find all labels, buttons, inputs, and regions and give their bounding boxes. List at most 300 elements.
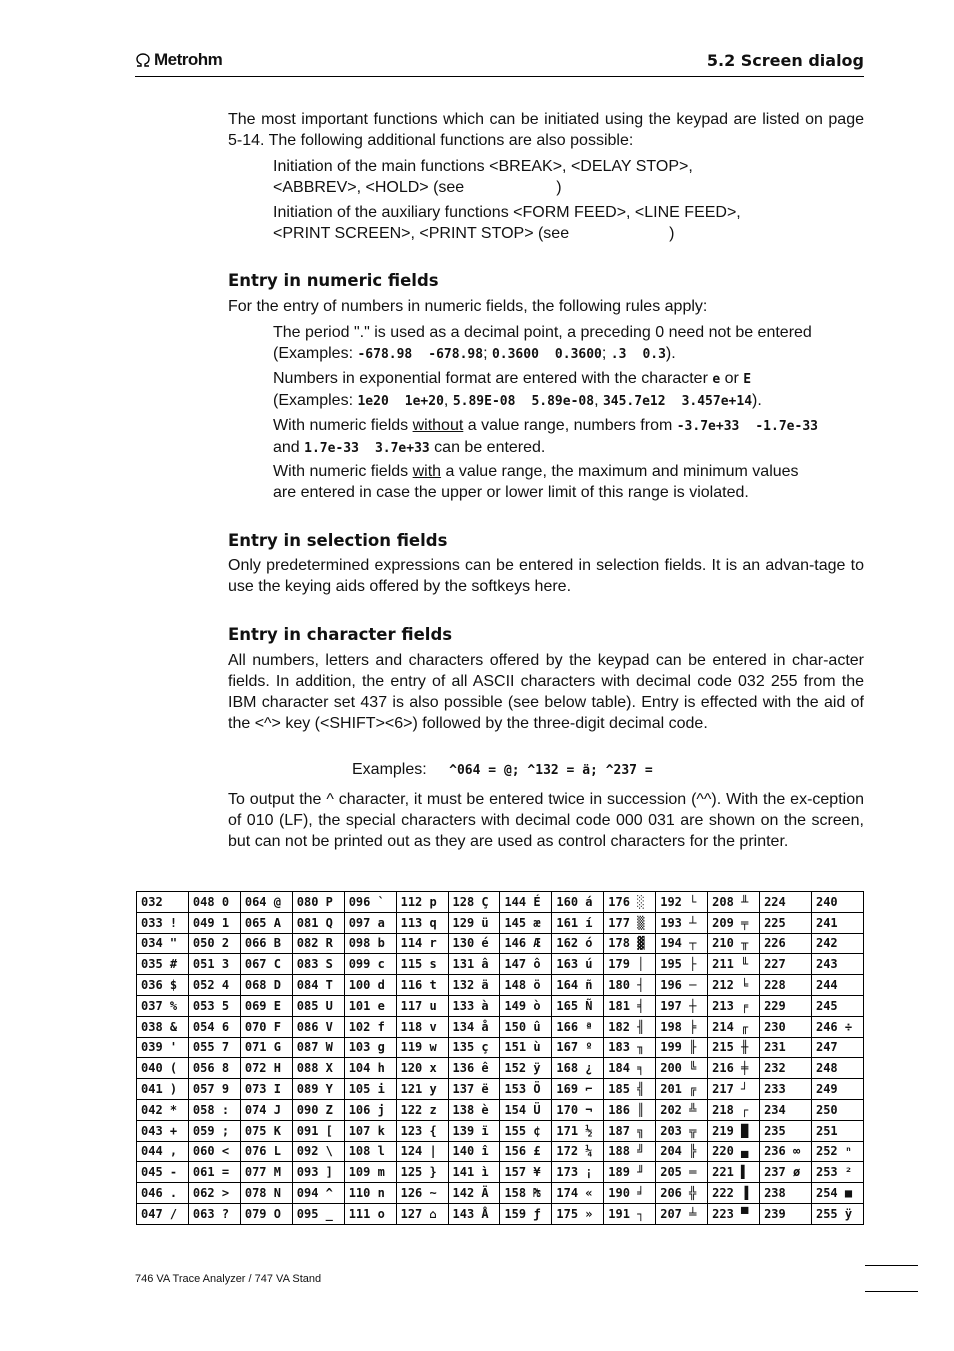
table-cell: 078 N <box>240 1183 292 1204</box>
table-cell: 098 b <box>344 933 396 954</box>
table-cell: 095 _ <box>292 1203 344 1224</box>
table-cell: 251 <box>811 1120 863 1141</box>
table-cell: 044 , <box>137 1141 189 1162</box>
table-cell: 155 ¢ <box>500 1120 552 1141</box>
table-cell: 208 ╨ <box>708 892 760 913</box>
table-row <box>137 1183 864 1204</box>
table-cell: 222 ▐ <box>708 1183 760 1204</box>
separator: or <box>720 370 744 387</box>
table-cell: 192 └ <box>656 892 708 913</box>
table-cell: 215 ╫ <box>708 1037 760 1058</box>
table-cell: 057 9 <box>188 1079 240 1100</box>
table-cell: 124 | <box>396 1141 448 1162</box>
table-cell: 149 ò <box>500 995 552 1016</box>
rule-with-range-line1 <box>273 461 865 482</box>
table-cell: 214 ╓ <box>708 1016 760 1037</box>
table-cell: 047 / <box>137 1203 189 1224</box>
table-row <box>137 954 864 975</box>
table-cell: 197 ┼ <box>656 995 708 1016</box>
code-example: 1e+20 <box>404 394 444 409</box>
table-cell: 187 ╗ <box>604 1120 656 1141</box>
table-cell: 153 Ö <box>500 1079 552 1100</box>
separator: ). <box>665 345 676 362</box>
table-cell: 194 ┬ <box>656 933 708 954</box>
table-row <box>137 912 864 933</box>
table-cell: 086 V <box>292 1016 344 1037</box>
table-cell: 097 a <box>344 912 396 933</box>
table-cell: 241 <box>811 912 863 933</box>
table-cell: 039 ' <box>137 1037 189 1058</box>
text: can be entered. <box>429 439 546 456</box>
footer-text: 746 VA Trace Analyzer / 747 VA Stand <box>135 1273 322 1285</box>
table-cell: 075 K <box>240 1120 292 1141</box>
table-row <box>137 1162 864 1183</box>
table-cell: 067 C <box>240 954 292 975</box>
heading-selection-fields: Entry in selection fields <box>228 531 448 550</box>
table-cell: 183 ╖ <box>604 1037 656 1058</box>
table-cell: 035 # <box>137 954 189 975</box>
table-cell: 238 <box>760 1183 812 1204</box>
table-cell: 110 n <box>344 1183 396 1204</box>
table-cell: 033 ! <box>137 912 189 933</box>
code-example: -3.7e+33 <box>676 419 740 434</box>
code-example: -1.7e-33 <box>755 419 818 434</box>
separator: ; <box>601 345 611 362</box>
table-row <box>137 933 864 954</box>
table-cell: 130 é <box>448 933 500 954</box>
table-cell: 052 4 <box>188 975 240 996</box>
table-cell: 061 = <box>188 1162 240 1183</box>
table-cell: 034 " <box>137 933 189 954</box>
footer-rule-lower <box>865 1291 918 1292</box>
table-cell: 066 B <box>240 933 292 954</box>
table-cell: 114 r <box>396 933 448 954</box>
table-cell: 125 } <box>396 1162 448 1183</box>
table-cell: 063 ? <box>188 1203 240 1224</box>
table-cell: 073 I <box>240 1079 292 1100</box>
table-cell: 147 ô <box>500 954 552 975</box>
bullet-aux-line1: Initiation of the auxiliary functions <FORM FEED>, <LINE FEED>, <box>273 204 741 221</box>
code-example: -678.98 <box>357 347 413 362</box>
table-cell: 118 v <box>396 1016 448 1037</box>
bullet-main-functions <box>273 156 865 198</box>
text: a value range, the maximum and minimum values <box>441 463 799 480</box>
table-cell: 126 ~ <box>396 1183 448 1204</box>
table-cell: 141 ì <box>448 1162 500 1183</box>
text: With numeric fields <box>273 417 413 434</box>
table-cell: 072 H <box>240 1058 292 1079</box>
table-cell: 103 g <box>344 1037 396 1058</box>
code-example: .3 <box>610 347 627 362</box>
table-cell: 168 ¿ <box>552 1058 604 1079</box>
table-cell: 180 ┤ <box>604 975 656 996</box>
table-cell: 091 [ <box>292 1120 344 1141</box>
code-example: -678.98 <box>428 347 484 362</box>
table-cell: 105 i <box>344 1079 396 1100</box>
table-cell: 253 ² <box>811 1162 863 1183</box>
table-cell: 179 │ <box>604 954 656 975</box>
table-cell: 217 ┘ <box>708 1079 760 1100</box>
table-cell: 142 Ä <box>448 1183 500 1204</box>
rule-exponential <box>273 368 865 412</box>
table-cell: 120 x <box>396 1058 448 1079</box>
table-cell: 054 6 <box>188 1016 240 1037</box>
table-cell: 051 3 <box>188 954 240 975</box>
table-cell: 249 <box>811 1079 863 1100</box>
table-cell: 161 í <box>552 912 604 933</box>
table-cell: 042 * <box>137 1099 189 1120</box>
table-cell: 235 <box>760 1120 812 1141</box>
table-row <box>137 1058 864 1079</box>
intro-paragraph: The most important functions which can be initiated using the keypad are listed on page 5-14. The following additional functions are also possible: <box>228 111 864 149</box>
code-example: 1e20 <box>357 394 389 409</box>
code-example: e <box>712 372 721 387</box>
table-cell: 173 ¡ <box>552 1162 604 1183</box>
table-cell: 188 ╝ <box>604 1141 656 1162</box>
table-cell: 202 ╩ <box>656 1099 708 1120</box>
bullet-aux-functions <box>273 202 865 244</box>
code-example: E <box>743 372 752 387</box>
table-cell: 171 ½ <box>552 1120 604 1141</box>
character-examples <box>352 759 653 781</box>
table-cell: 193 ┴ <box>656 912 708 933</box>
table-cell: 043 + <box>137 1120 189 1141</box>
table-cell: 077 M <box>240 1162 292 1183</box>
table-cell: 212 ╘ <box>708 975 760 996</box>
rule-exponential-examples <box>273 390 865 412</box>
table-cell: 108 l <box>344 1141 396 1162</box>
table-cell: 128 Ç <box>448 892 500 913</box>
code-example: 3.457e+14 <box>681 394 753 409</box>
table-cell: 094 ^ <box>292 1183 344 1204</box>
table-cell: 160 á <box>552 892 604 913</box>
table-cell: 111 o <box>344 1203 396 1224</box>
separator: ; <box>483 345 492 362</box>
table-cell: 228 <box>760 975 812 996</box>
table-cell: 221 ▌ <box>708 1162 760 1183</box>
code-example: 5.89e-08 <box>531 394 595 409</box>
table-cell: 122 z <box>396 1099 448 1120</box>
table-cell: 093 ] <box>292 1162 344 1183</box>
table-cell: 140 î <box>448 1141 500 1162</box>
table-cell: 184 ╕ <box>604 1058 656 1079</box>
table-cell: 055 7 <box>188 1037 240 1058</box>
examples-label: (Examples: <box>273 345 358 362</box>
table-cell: 226 <box>760 933 812 954</box>
table-cell: 096 ` <box>344 892 396 913</box>
table-cell: 163 ú <box>552 954 604 975</box>
table-cell: 106 j <box>344 1099 396 1120</box>
table-cell: 175 » <box>552 1203 604 1224</box>
table-cell: 135 ç <box>448 1037 500 1058</box>
table-cell: 087 W <box>292 1037 344 1058</box>
table-cell: 156 £ <box>500 1141 552 1162</box>
table-cell: 109 m <box>344 1162 396 1183</box>
table-row <box>137 1037 864 1058</box>
code-example: 0.3 <box>642 347 666 362</box>
table-cell: 148 ö <box>500 975 552 996</box>
table-cell: 213 ╒ <box>708 995 760 1016</box>
table-cell: 139 ï <box>448 1120 500 1141</box>
table-cell: 069 E <box>240 995 292 1016</box>
table-cell: 205 ═ <box>656 1162 708 1183</box>
table-cell: 150 û <box>500 1016 552 1037</box>
table-row <box>137 1099 864 1120</box>
numeric-intro: For the entry of numbers in numeric fields, the following rules apply: <box>228 298 708 315</box>
table-cell: 220 ▄ <box>708 1141 760 1162</box>
table-cell: 191 ┐ <box>604 1203 656 1224</box>
table-cell: 113 q <box>396 912 448 933</box>
table-row <box>137 1141 864 1162</box>
table-cell: 116 t <box>396 975 448 996</box>
table-cell: 050 2 <box>188 933 240 954</box>
brand-logo <box>135 50 222 70</box>
table-cell: 089 Y <box>292 1079 344 1100</box>
table-cell: 102 f <box>344 1016 396 1037</box>
table-cell: 203 ╦ <box>656 1120 708 1141</box>
table-cell: 083 S <box>292 954 344 975</box>
table-cell: 250 <box>811 1099 863 1120</box>
table-cell: 070 F <box>240 1016 292 1037</box>
table-cell: 236 ∞ <box>760 1141 812 1162</box>
table-cell: 060 < <box>188 1141 240 1162</box>
table-cell: 211 ╙ <box>708 954 760 975</box>
table-row <box>137 975 864 996</box>
separator: , <box>594 392 603 409</box>
table-row <box>137 1203 864 1224</box>
table-cell: 159 ƒ <box>500 1203 552 1224</box>
table-cell: 151 ù <box>500 1037 552 1058</box>
table-cell: 166 ª <box>552 1016 604 1037</box>
table-cell: 244 <box>811 975 863 996</box>
table-cell: 144 É <box>500 892 552 913</box>
table-cell: 119 w <box>396 1037 448 1058</box>
rule-without-range <box>273 415 865 459</box>
rule-without-range-line1 <box>273 415 865 437</box>
bullet-main-line2-text: <ABBREV>, <HOLD> (see <box>273 179 465 196</box>
rule-without-range-line2 <box>273 437 865 459</box>
rule-decimal-examples <box>273 343 865 365</box>
code-example: 5.89E-08 <box>452 394 516 409</box>
table-cell: 230 <box>760 1016 812 1037</box>
table-cell: 234 <box>760 1099 812 1120</box>
examples-code: ^064 = @; ^132 = ä; ^237 = <box>449 763 653 778</box>
table-cell: 154 Ü <box>500 1099 552 1120</box>
table-cell: 232 <box>760 1058 812 1079</box>
table-cell: 064 @ <box>240 892 292 913</box>
table-cell: 146 Æ <box>500 933 552 954</box>
table-cell: 099 c <box>344 954 396 975</box>
code-example: 3.7e+33 <box>374 441 430 456</box>
selection-paragraph: Only predetermined expressions can be entered in selection fields. It is an advan-tage to use the keying aids offered by the softkeys here. <box>228 557 864 595</box>
heading-character-fields: Entry in character fields <box>228 625 453 644</box>
table-cell: 079 O <box>240 1203 292 1224</box>
table-cell: 189 ╜ <box>604 1162 656 1183</box>
table-cell: 131 â <box>448 954 500 975</box>
table-cell: 048 0 <box>188 892 240 913</box>
table-cell: 123 { <box>396 1120 448 1141</box>
table-cell: 074 J <box>240 1099 292 1120</box>
code-example: 0.3600 <box>491 347 539 362</box>
table-cell: 132 ä <box>448 975 500 996</box>
ascii-table <box>136 891 864 1225</box>
table-row <box>137 995 864 1016</box>
table-cell: 243 <box>811 954 863 975</box>
table-cell: 219 █ <box>708 1120 760 1141</box>
table-cell: 117 u <box>396 995 448 1016</box>
table-cell: 080 P <box>292 892 344 913</box>
table-cell: 237 ø <box>760 1162 812 1183</box>
table-cell: 216 ╪ <box>708 1058 760 1079</box>
table-cell: 076 L <box>240 1141 292 1162</box>
table-cell: 085 U <box>292 995 344 1016</box>
table-cell: 246 ÷ <box>811 1016 863 1037</box>
table-cell: 245 <box>811 995 863 1016</box>
table-cell: 162 ó <box>552 933 604 954</box>
table-cell: 177 ▒ <box>604 912 656 933</box>
table-cell: 170 ¬ <box>552 1099 604 1120</box>
rule-exponential-text <box>273 368 865 390</box>
table-cell: 174 « <box>552 1183 604 1204</box>
metrohm-omega-icon <box>135 53 151 67</box>
code-example: 345.7e12 <box>602 394 666 409</box>
table-cell: 200 ╚ <box>656 1058 708 1079</box>
table-cell: 167 º <box>552 1037 604 1058</box>
table-cell: 231 <box>760 1037 812 1058</box>
underlined-word: without <box>412 417 464 434</box>
text: With numeric fields <box>273 463 413 480</box>
table-cell: 169 ⌐ <box>552 1079 604 1100</box>
table-cell: 092 \ <box>292 1141 344 1162</box>
table-row <box>137 1079 864 1100</box>
table-cell: 062 > <box>188 1183 240 1204</box>
table-cell: 172 ¼ <box>552 1141 604 1162</box>
table-cell: 157 ¥ <box>500 1162 552 1183</box>
table-cell: 129 ü <box>448 912 500 933</box>
separator: ). <box>752 392 762 409</box>
table-cell: 115 s <box>396 954 448 975</box>
table-cell: 100 d <box>344 975 396 996</box>
table-cell: 209 ╤ <box>708 912 760 933</box>
bullet-main-line2 <box>273 177 865 198</box>
table-cell: 247 <box>811 1037 863 1058</box>
footer-rule-upper <box>865 1265 918 1266</box>
table-cell: 206 ╬ <box>656 1183 708 1204</box>
table-cell: 207 ╧ <box>656 1203 708 1224</box>
table-cell: 090 Z <box>292 1099 344 1120</box>
table-cell: 133 à <box>448 995 500 1016</box>
table-cell: 225 <box>760 912 812 933</box>
table-cell: 223 ▀ <box>708 1203 760 1224</box>
rule-exponential-lead: Numbers in exponential format are entered with the character <box>273 370 713 387</box>
table-cell: 248 <box>811 1058 863 1079</box>
table-cell: 242 <box>811 933 863 954</box>
table-cell: 152 ÿ <box>500 1058 552 1079</box>
table-cell: 053 5 <box>188 995 240 1016</box>
table-cell: 181 ╡ <box>604 995 656 1016</box>
examples-label: Examples: <box>352 761 427 778</box>
table-cell: 045 - <box>137 1162 189 1183</box>
rule-decimal-point <box>273 322 865 365</box>
table-cell: 185 ╣ <box>604 1079 656 1100</box>
table-cell: 058 : <box>188 1099 240 1120</box>
table-cell: 186 ║ <box>604 1099 656 1120</box>
table-cell: 240 <box>811 892 863 913</box>
examples-label: (Examples: <box>273 392 358 409</box>
separator: , <box>443 392 453 409</box>
text: and <box>273 439 305 456</box>
table-cell: 199 ╟ <box>656 1037 708 1058</box>
table-cell: 182 ╢ <box>604 1016 656 1037</box>
table-cell: 036 $ <box>137 975 189 996</box>
table-cell: 101 e <box>344 995 396 1016</box>
table-row <box>137 1016 864 1037</box>
table-cell: 164 ñ <box>552 975 604 996</box>
table-cell: 178 ▓ <box>604 933 656 954</box>
table-cell: 081 Q <box>292 912 344 933</box>
table-cell: 068 D <box>240 975 292 996</box>
table-cell: 190 ╛ <box>604 1183 656 1204</box>
rule-with-range <box>273 461 865 503</box>
table-cell: 040 ( <box>137 1058 189 1079</box>
brand-name: Metrohm <box>154 50 223 69</box>
table-row <box>137 1120 864 1141</box>
table-cell: 032 <box>137 892 189 913</box>
table-cell: 233 <box>760 1079 812 1100</box>
table-cell: 229 <box>760 995 812 1016</box>
table-cell: 195 ├ <box>656 954 708 975</box>
bullet-aux-line2 <box>273 223 865 244</box>
table-cell: 112 p <box>396 892 448 913</box>
table-cell: 176 ░ <box>604 892 656 913</box>
table-cell: 134 å <box>448 1016 500 1037</box>
table-cell: 046 . <box>137 1183 189 1204</box>
table-cell: 127 ⌂ <box>396 1203 448 1224</box>
ascii-table-body <box>137 892 864 1225</box>
code-example: 1.7e-33 <box>304 441 359 456</box>
table-cell: 210 ╥ <box>708 933 760 954</box>
table-cell: 137 ë <box>448 1079 500 1100</box>
rule-decimal-text: The period "." is used as a decimal point, a preceding 0 need not be entered <box>273 324 812 341</box>
bullet-aux-line2-text: <PRINT SCREEN>, <PRINT STOP> (see <box>273 225 570 242</box>
table-cell: 138 è <box>448 1099 500 1120</box>
table-cell: 158 ₧ <box>500 1183 552 1204</box>
table-cell: 254 ■ <box>811 1183 863 1204</box>
table-row <box>137 892 864 913</box>
text: a value range, numbers from <box>463 417 677 434</box>
table-cell: 224 <box>760 892 812 913</box>
bullet-main-line2-end: ) <box>556 179 562 196</box>
table-cell: 201 ╔ <box>656 1079 708 1100</box>
rule-with-range-line2: are entered in case the upper or lower limit of this range is violated. <box>273 484 749 501</box>
table-cell: 082 R <box>292 933 344 954</box>
heading-numeric-fields: Entry in numeric fields <box>228 271 439 290</box>
table-cell: 059 ; <box>188 1120 240 1141</box>
table-cell: 227 <box>760 954 812 975</box>
code-example: 0.3600 <box>554 347 602 362</box>
header-rule <box>135 76 864 77</box>
table-cell: 204 ╠ <box>656 1141 708 1162</box>
table-cell: 143 Å <box>448 1203 500 1224</box>
character-paragraph: All numbers, letters and characters offered by the keypad can be entered in char-acter fields. In addition, the entry of all ASCII characters with decimal code 032 255 from the IBM character set 437 is also possible (see below table). Entry is effected with the aid of the <^> key (<SHIFT><6>) followed by the three-digit decimal code. <box>228 652 864 732</box>
table-cell: 196 ─ <box>656 975 708 996</box>
table-cell: 145 æ <box>500 912 552 933</box>
bullet-aux-line2-end: ) <box>669 225 675 242</box>
table-cell: 071 G <box>240 1037 292 1058</box>
table-cell: 104 h <box>344 1058 396 1079</box>
table-cell: 065 A <box>240 912 292 933</box>
bullet-main-line1: Initiation of the main functions <BREAK>, <DELAY STOP>, <box>273 158 693 175</box>
